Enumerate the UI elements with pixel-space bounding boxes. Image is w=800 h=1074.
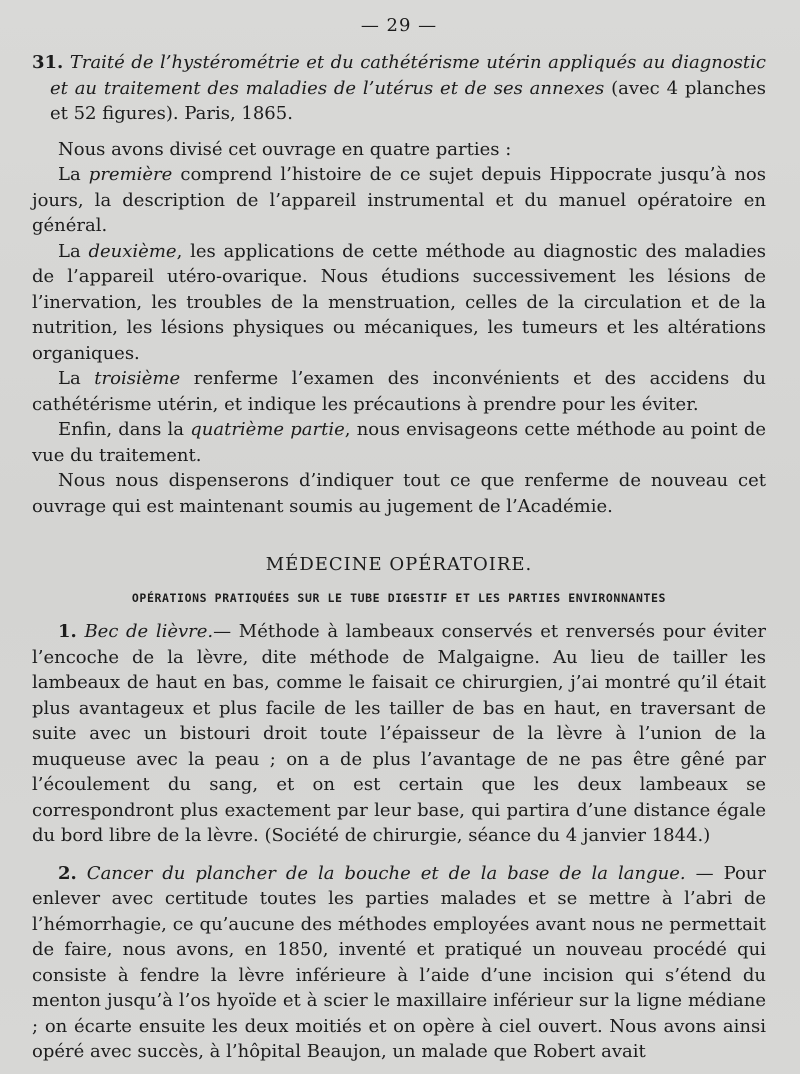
entry-number: 31. (32, 52, 64, 73)
paragraph-quatrieme (32, 417, 766, 468)
page-number: — 29 — (360, 15, 438, 36)
bibliography-entry-31 (32, 50, 766, 127)
text-segment: La (58, 368, 95, 389)
text-segment: , nous envisageons cette méthode au point de vue du traitement. (32, 419, 766, 466)
italic-term: première (88, 164, 173, 185)
entry-body: — Pour enlever avec certitude toutes les parties malades et se mettre à l’abri de l’hémorrhagie, ce qu’aucune des méthodes employées avant nous ne permettait de faire, nous avons, en 1850, inventé et pratiqué un nouveau procédé qui consiste à fendre la lèvre inférieure à l’aide d’une incision qui s’étend du menton jusqu’à l’os hyoïde et à scier le maxillaire inférieur sur la ligne médiane ; on écarte ensuite les deux moitiés et on opère à ciel ouvert. Nous avons ainsi opéré avec succès, à l’hôpital Beaujon, un malade que Robert avait (32, 862, 766, 1062)
text-segment: renferme l’examen des inconvénients et des accidens du cathétérisme utérin, et indique les précautions à prendre pour les éviter. (32, 368, 766, 415)
text-segment: comprend l’histoire de ce sujet depuis Hippocrate jusqu’à nos jours, la description de l’appareil instrumental et du manuel opératoire en général. (32, 164, 767, 236)
paragraph-dispense: Nous nous dispenserons d’indiquer tout ce que renferme de nouveau cet ouvrage qui est maintenant soumis au jugement de l’Académie. (32, 470, 766, 517)
section-subtitle: OPÉRATIONS PRATIQUÉES SUR LE TUBE DIGESTIF ET LES PARTIES ENVIRONNANTES (131, 591, 667, 605)
text-segment: La (58, 240, 89, 262)
italic-term: quatrième partie (190, 419, 345, 440)
paragraph-troisieme (32, 366, 766, 417)
entry-1-paragraph (32, 619, 766, 849)
paragraph-premiere (32, 162, 766, 239)
entry-details: (avec 4 planches et 52 figures). Paris, 1865. (50, 77, 766, 124)
text-segment: , les applications de cette méthode au diagnostic des maladies de l’appareil utéro-ovarique. Nous étudions successivement les lésions de l’inervation, les troubles de la menstruation, celles de la circulation et de la nutrition, les lésions physiques ou mécaniques, les tumeurs et les altérations organiques. (32, 240, 766, 364)
entry-title: Traité de l’hystérométrie et du cathétérisme utérin appliqués au diagnostic et au traitement des maladies de l’utérus et de ses annexes (50, 52, 766, 99)
intro-paragraph: Nous avons divisé cet ouvrage en quatre parties : (58, 138, 512, 160)
text-segment: La (58, 164, 89, 185)
entry-title: Cancer du plancher de la bouche et de la base de la langue. (86, 862, 686, 884)
entry-body: — Méthode à lambeaux conservés et renversés pour éviter l’encoche de la lèvre, dite méthode de Malgaigne. Au lieu de tailler les lambeaux de haut en bas, comme le faisait ce chirurgien, j’ai montré qu’il était plus avantageux et plus facile de les tailler de bas en haut, en traversant de suite avec un bistouri droit toute l’épaisseur de la lèvre à l’union de la muqueuse avec la peau ; on a de plus l’avantage de ne pas être gêné par l’écoulement du sang, et on est certain que les deux lambeaux se correspondront plus exactement par leur base, qui partira d’une distance égale du bord libre de la lèvre. (Société de chirurgie, séance du 4 janvier 1844.) (32, 621, 766, 846)
entry-number: 1. (58, 621, 77, 642)
text-segment: Enfin, dans la (58, 419, 191, 440)
italic-term: deuxième (88, 240, 177, 262)
entry-title: Bec de lièvre. (84, 621, 214, 642)
entry-2-paragraph (32, 861, 766, 1065)
entry-number: 2. (58, 862, 77, 884)
paragraph-deuxieme (32, 239, 766, 367)
section-title: MÉDECINE OPÉRATOIRE. (265, 554, 533, 575)
italic-term: troisième (94, 368, 181, 389)
